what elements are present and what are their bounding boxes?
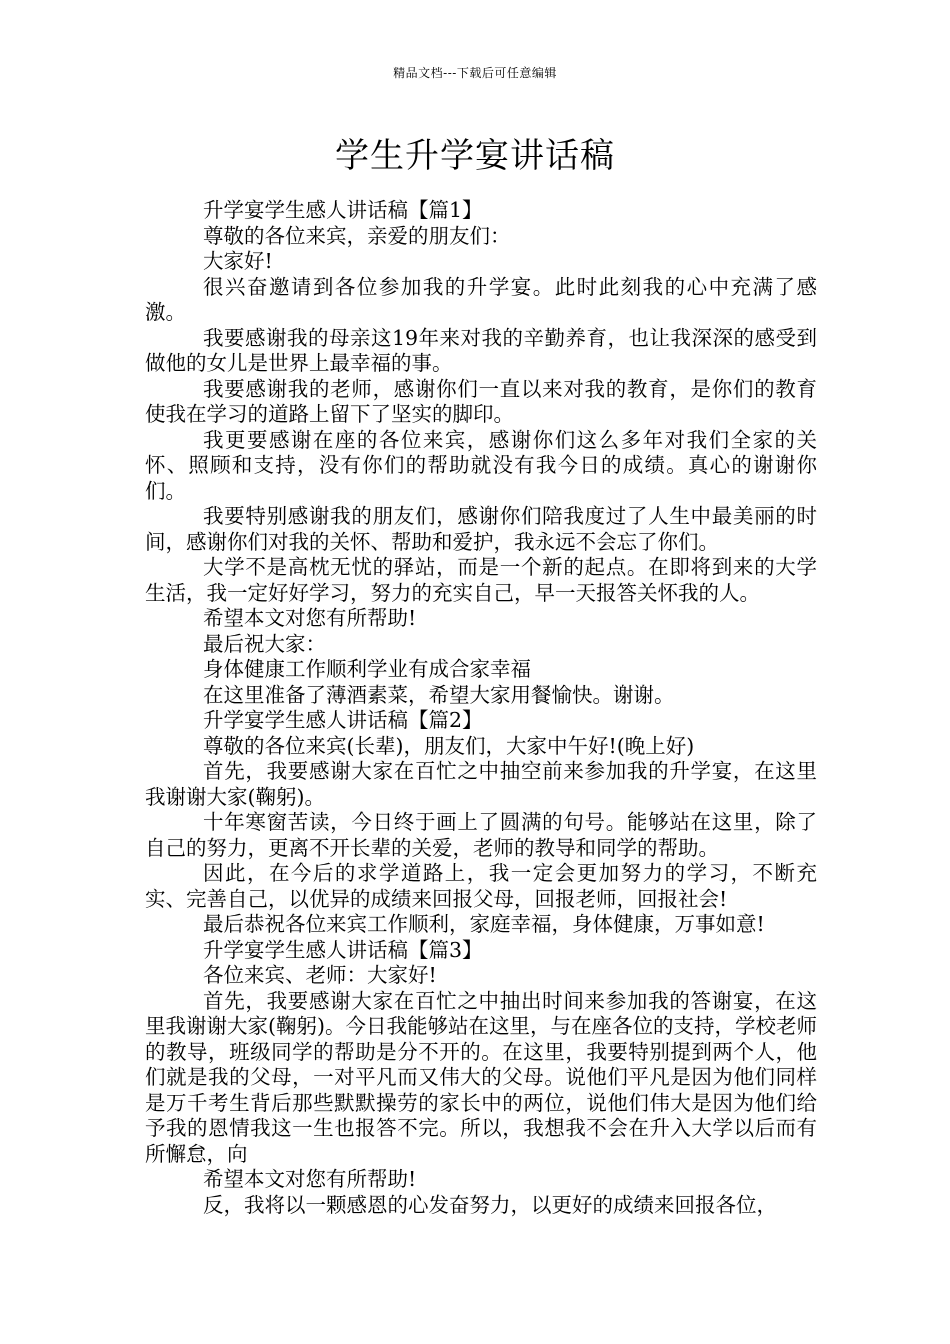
paragraph: 升学宴学生感人讲话稿【篇1】 [203,198,483,222]
paragraph: 各位来宾、老师：大家好! [203,963,437,987]
paragraph: 在这里准备了薄酒素菜，希望大家用餐愉快。谢谢。 [203,682,675,707]
paragraph: 我要感谢我的老师，感谢你们一直以来对我的教育，是你们的教育使我在学习的道路上留下了坚实的脚印。 [145,376,817,426]
paragraph: 首先，我要感谢大家在百忙之中抽空前来参加我的升学宴，在这里我谢谢大家(鞠躬)。 [145,759,817,809]
paragraph: 很兴奋邀请到各位参加我的升学宴。此时此刻我的心中充满了感激。 [145,274,817,324]
paragraph: 反，我将以一颗感恩的心发奋努力，以更好的成绩来回报各位， [203,1192,777,1217]
paragraph: 我更要感谢在座的各位来宾，感谢你们这么多年对我们全家的关怀、照顾和支持，没有你们的帮助就没有我今日的成绩。真心的谢谢你们。 [145,427,817,503]
paragraph: 大家好! [203,249,273,273]
paragraph: 希望本文对您有所帮助! [203,606,417,630]
paragraph: 最后祝大家： [203,631,326,656]
paragraph: 升学宴学生感人讲话稿【篇2】 [203,708,483,732]
paragraph: 因此，在今后的求学道路上，我一定会更加努力的学习，不断充实、完善自己，以优异的成绩来回报父母，回报老师，回报社会! [145,861,817,911]
paragraph: 大学不是高枕无忧的驿站，而是一个新的起点。在即将到来的大学生活，我一定好好学习，努力的充实自己，早一天报答关怀我的人。 [145,555,817,605]
paragraph: 首先，我要感谢大家在百忙之中抽出时间来参加我的答谢宴，在这里我谢谢大家(鞠躬)。今日我能够站在这里，与在座各位的支持，学校老师的教导，班级同学的帮助是分不开的。在这里，我要特别提到两个人，他们就是我的父母，一对平凡而又伟大的父母。说他们平凡是因为他们同样是万千考生背后那些默默操劳的家长中的两位，说他们伟大是因为他们给予我的恩情我这一生也报答不完。所以，我想我不会在升入大学以后而有所懈怠，向 [145,988,817,1166]
paragraph: 身体健康工作顺利学业有成合家幸福 [203,657,531,681]
paragraph: 我要感谢我的母亲这19年来对我的辛勤养育，也让我深深的感受到做他的女儿是世界上最幸福的事。 [145,325,817,375]
paragraph: 我要特别感谢我的朋友们，感谢你们陪我度过了人生中最美丽的时间，感谢你们对我的关怀、帮助和爱护，我永远不会忘了你们。 [145,504,817,554]
paragraph: 升学宴学生感人讲话稿【篇3】 [203,937,483,962]
paragraph: 尊敬的各位来宾(长辈)，朋友们，大家中午好!(晚上好) [203,733,695,758]
page-header: 精品文档---下载后可任意编辑 [393,66,557,80]
paragraph: 最后恭祝各位来宾工作顺利，家庭幸福，身体健康，万事如意! [203,912,765,936]
paragraph: 尊敬的各位来宾，亲爱的朋友们： [203,223,511,248]
paragraph: 希望本文对您有所帮助! [203,1167,417,1191]
document-body [145,198,817,1218]
paragraph: 十年寒窗苦读，今日终于画上了圆满的句号。能够站在这里，除了自己的努力，更离不开长辈的关爱，老师的教导和同学的帮助。 [145,810,817,860]
document-title: 学生升学宴讲话稿 [335,136,615,176]
